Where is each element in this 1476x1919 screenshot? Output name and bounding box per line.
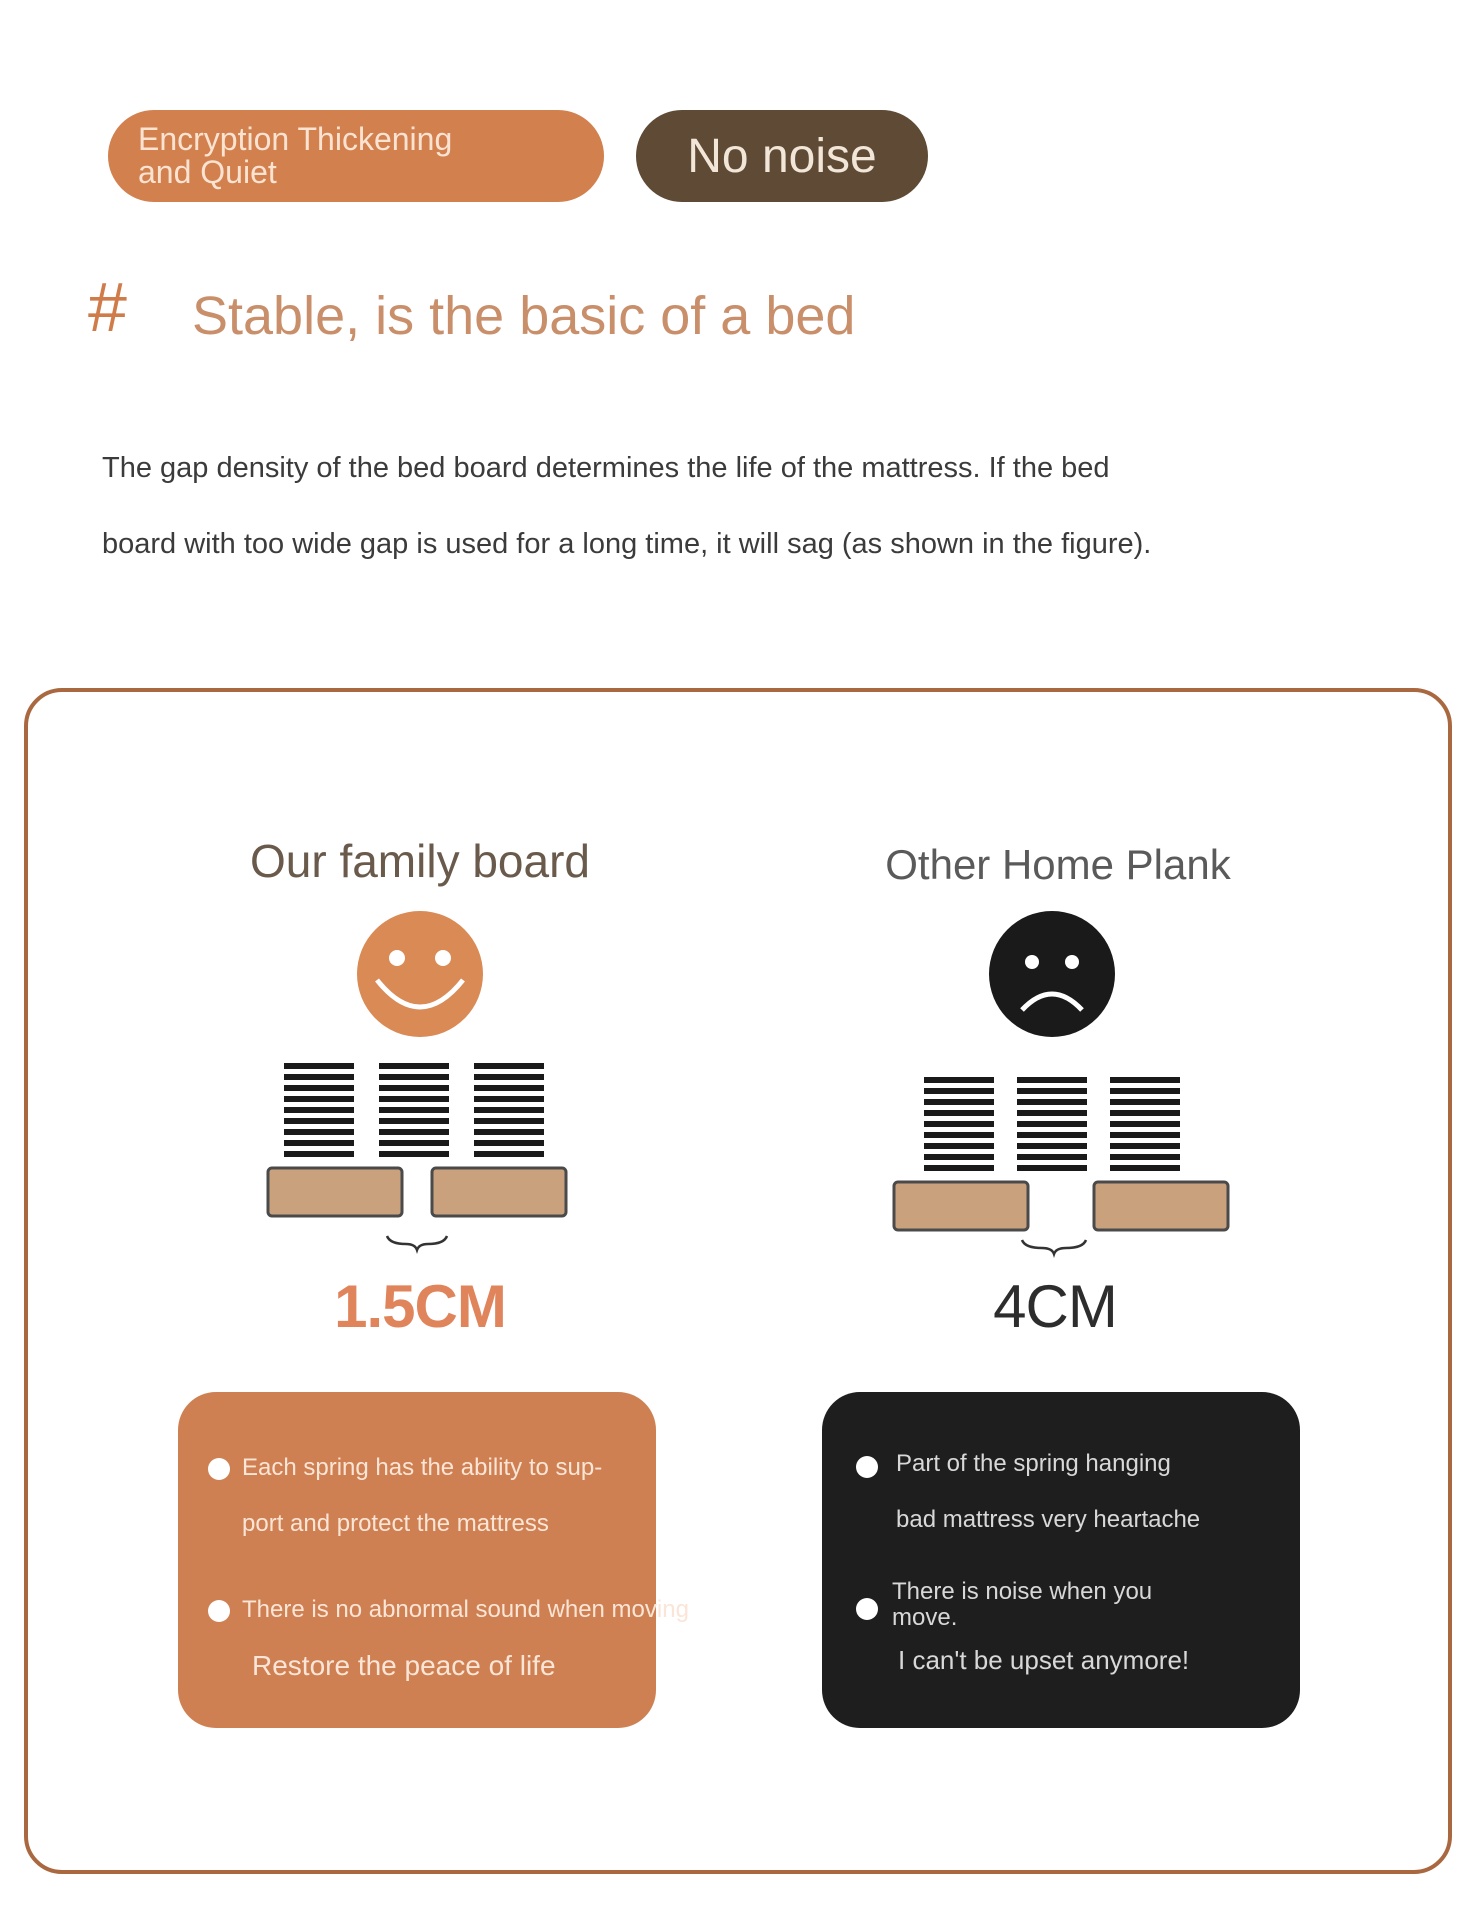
plank-left bbox=[894, 1182, 1028, 1230]
hash-symbol: # bbox=[88, 268, 127, 346]
description-paragraph bbox=[102, 430, 1262, 582]
other-drawbacks-card bbox=[822, 1392, 1300, 1728]
encryption-quiet-label: Encryption Thickening and Quiet bbox=[138, 121, 453, 190]
gap-brace bbox=[387, 1236, 447, 1250]
plank-right bbox=[432, 1168, 566, 1216]
paragraph-line-1: The gap density of the bed board determines the life of the mattress. If the bed bbox=[102, 452, 1110, 484]
other-title: Other Home Plank bbox=[885, 841, 1231, 888]
other-tagline: I can't be upset anymore! bbox=[898, 1645, 1190, 1675]
ours-bullet1-line1: Each spring has the ability to sup- bbox=[242, 1454, 603, 1481]
ours-tagline: Restore the peace of life bbox=[252, 1650, 556, 1681]
encryption-quiet-badge bbox=[108, 110, 604, 202]
other-bullet2-line1: There is noise when you bbox=[892, 1578, 1153, 1605]
ours-spring-figure bbox=[250, 910, 590, 1260]
ours-bullet1-line2: port and protect the mattress bbox=[242, 1510, 549, 1537]
ours-benefits-card bbox=[178, 1392, 689, 1728]
other-bullet1-line2: bad mattress very heartache bbox=[896, 1506, 1201, 1533]
other-bullet2-line2: move. bbox=[892, 1604, 958, 1631]
springs bbox=[924, 1080, 1180, 1168]
other-spring-figure bbox=[872, 910, 1232, 1260]
ours-gap-label: 1.5CM bbox=[334, 1273, 506, 1340]
springs bbox=[284, 1066, 544, 1154]
paragraph-line-2: board with too wide gap is used for a long time, it will sag (as shown in the figure). bbox=[102, 528, 1152, 560]
bullet-dot bbox=[856, 1598, 878, 1620]
smiley-face-icon bbox=[357, 911, 483, 1037]
other-gap-label: 4CM bbox=[993, 1273, 1117, 1340]
bullet-dot bbox=[856, 1456, 878, 1478]
ours-bullet2: There is no abnormal sound when moving bbox=[242, 1596, 689, 1623]
plank-right bbox=[1094, 1182, 1228, 1230]
section-headline: Stable, is the basic of a bed bbox=[192, 286, 856, 346]
gap-brace bbox=[1022, 1240, 1086, 1254]
bullet-dot bbox=[208, 1458, 230, 1480]
plank-left bbox=[268, 1168, 402, 1216]
ours-title: Our family board bbox=[249, 835, 590, 887]
no-noise-label: No noise bbox=[687, 129, 877, 183]
other-bullet1-line1: Part of the spring hanging bbox=[896, 1450, 1171, 1477]
no-noise-badge bbox=[636, 110, 928, 202]
sad-face-icon bbox=[989, 911, 1115, 1037]
bullet-dot bbox=[208, 1600, 230, 1622]
